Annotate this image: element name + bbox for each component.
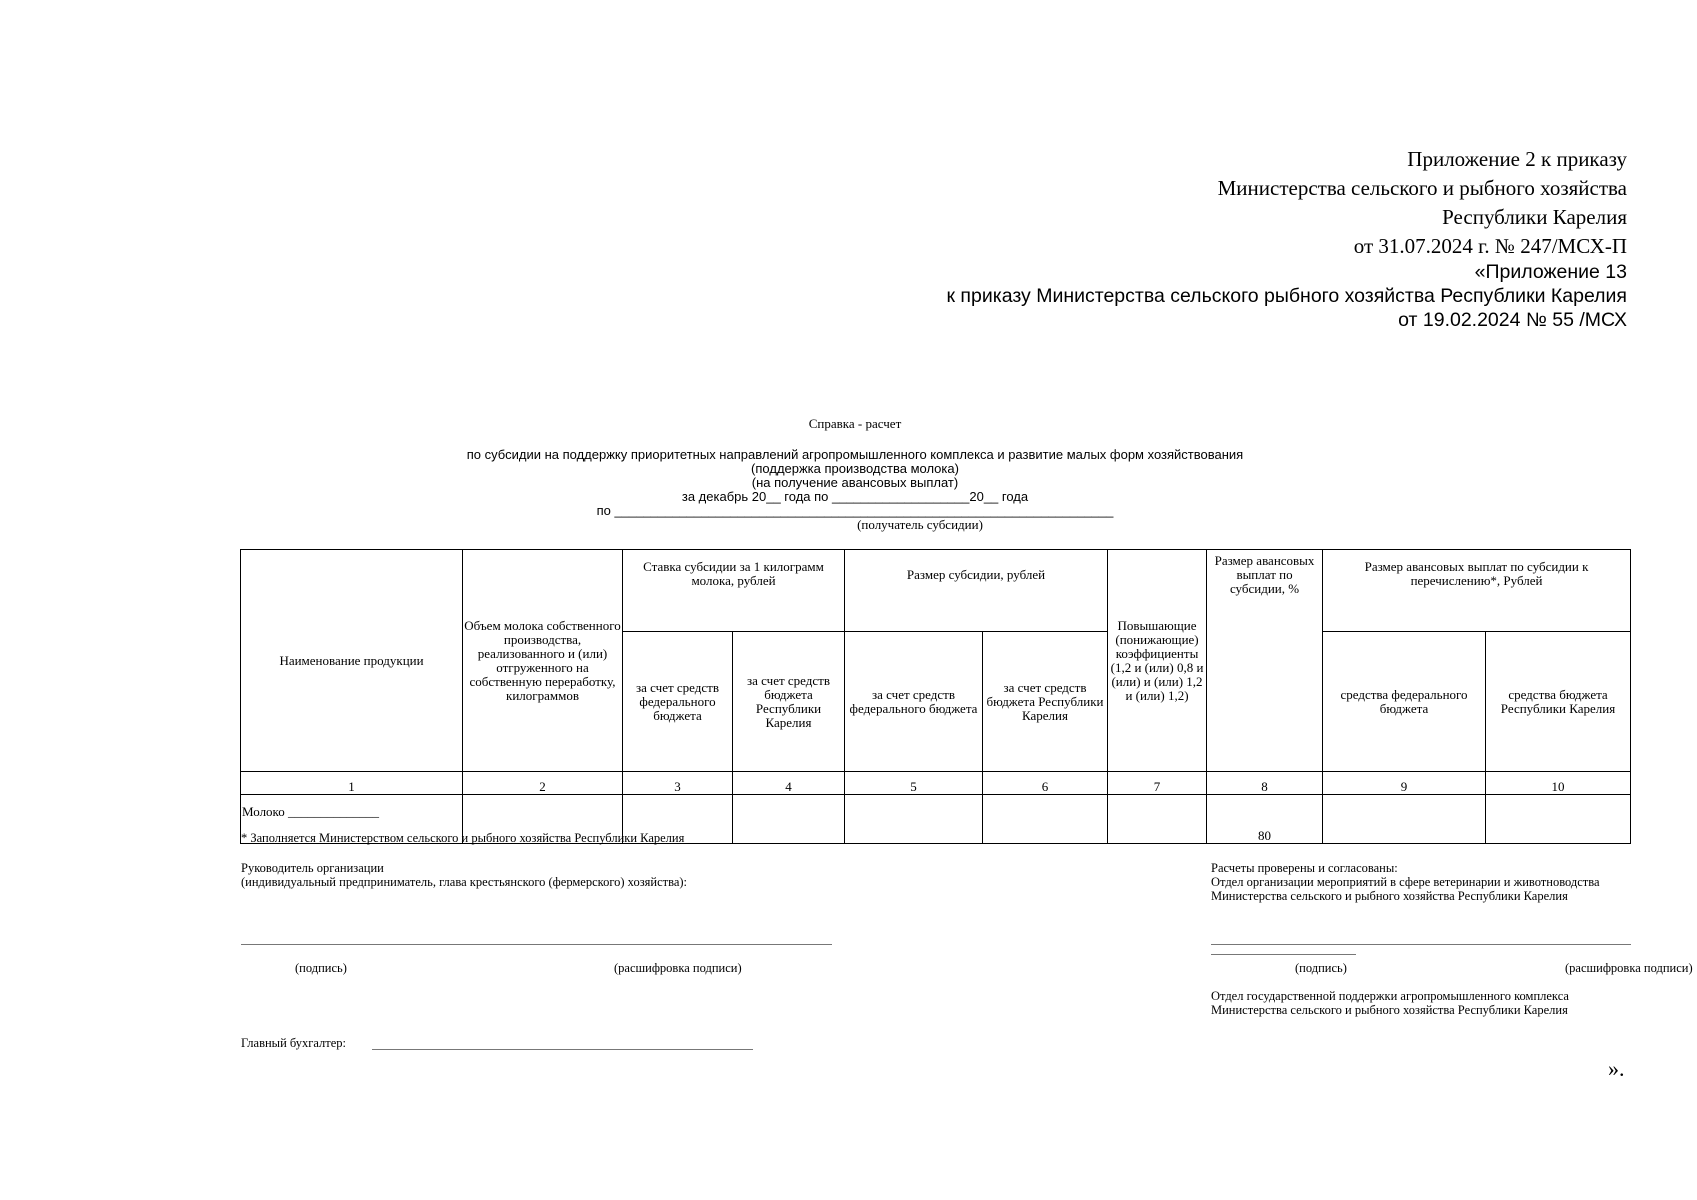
row-milk-advance-regional [1486, 795, 1631, 844]
col-number-3: 3 [623, 772, 733, 795]
advance-regional-header: средства бюджета Республики Карелия [1486, 632, 1631, 772]
row-milk-advance-pct: 80 [1207, 795, 1323, 844]
col-volume-header: Объем молока собственного производства, реализованного и (или) отгруженного на собственную переработку, килограммов [463, 550, 623, 772]
group-advance-header: Размер авансовых выплат по субсидии к перечислению*, Рублей [1323, 550, 1631, 632]
footnote: * Заполняется Министерством сельского и рыбного хозяйства Республики Карелия [241, 831, 685, 845]
head-signature-caption: (подпись) [295, 961, 347, 975]
dept1-label: Отдел организации мероприятий в сфере ветеринарии и животноводства Министерства сельского и рыбного хозяйства Республики Карелия [1211, 875, 1600, 903]
title-line-2: (поддержка производства молока) [751, 461, 959, 476]
closing-quote: ». [1608, 1056, 1625, 1081]
size-regional-header: за счет средств бюджета Республики Карелия [983, 632, 1108, 772]
title-line-3: (на получение авансовых выплат) [751, 475, 959, 490]
head-signature-line [241, 944, 832, 945]
title-line-4: за декабрь 20__ года по ___________________20__ года [681, 489, 1029, 504]
col-number-10: 10 [1486, 772, 1631, 795]
prior-line-1: «Приложение 13 [1474, 261, 1627, 283]
dept1-signature-line [1211, 944, 1631, 945]
col-number-5: 5 [845, 772, 983, 795]
dept1-signature-caption: (подпись) [1295, 961, 1347, 975]
group-rate-header: Ставка субсидии за 1 килограмм молока, рублей [623, 550, 845, 632]
dept2-label: Отдел государственной поддержки агропромышленного комплекса Министерства сельского и рыбного хозяйства Республики Карелия [1211, 989, 1569, 1017]
col-number-7: 7 [1108, 772, 1207, 795]
row-milk-coef [1108, 795, 1207, 844]
col-number-2: 2 [463, 772, 623, 795]
doc-title: Справка - расчет [808, 416, 902, 431]
title-line-5: по _____________________________________________________________________ [596, 503, 1114, 518]
advance-federal-header: средства федерального бюджета [1323, 632, 1486, 772]
rate-regional-header: за счет средств бюджета Республики Карелия [733, 632, 845, 772]
col-coef-header: Повышающие (понижающие) коэффициенты (1,2 и (или) 0,8 и (или) и (или) 1,2 и (или) 1,2) [1108, 550, 1207, 772]
col-advance-pct-header: Размер авансовых выплат по субсидии, % [1207, 550, 1323, 772]
row-milk-advance-federal [1323, 795, 1486, 844]
head-decode-caption: (расшифровка подписи) [614, 961, 742, 975]
accountant-signature-line [372, 1049, 753, 1050]
rate-federal-header: за счет средств федерального бюджета [623, 632, 733, 772]
size-federal-header: за счет средств федерального бюджета [845, 632, 983, 772]
head-label: Руководитель организации [241, 861, 384, 875]
appendix-line-1: Приложение 2 к приказу [1407, 147, 1627, 171]
row-milk-label: Молоко ______________ [241, 795, 463, 844]
prior-line-2: к приказу Министерства сельского рыбного хозяйства Республики Карелия [946, 285, 1627, 307]
appendix-line-2: Министерства сельского и рыбного хозяйства [1217, 176, 1627, 200]
checked-label: Расчеты проверены и согласованы: [1211, 861, 1398, 875]
calculation-table [240, 549, 1631, 844]
appendix-line-4: от 31.07.2024 г. № 247/МСХ-П [1353, 234, 1627, 258]
col-number-8: 8 [1207, 772, 1323, 795]
recipient-caption: (получатель субсидии) [857, 517, 983, 532]
appendix-line-3: Республики Карелия [1442, 205, 1627, 229]
head-sublabel: (индивидуальный предприниматель, глава крестьянского (фермерского) хозяйства): [241, 875, 688, 889]
col-product-header: Наименование продукции [241, 550, 463, 772]
title-line-1: по субсидии на поддержку приоритетных направлений агропромышленного комплекса и развитие малых форм хозяйствования [466, 447, 1244, 462]
dept1-decode-caption: (расшифровка подписи) [1565, 961, 1693, 975]
col-number-6: 6 [983, 772, 1108, 795]
col-number-4: 4 [733, 772, 845, 795]
col-number-1: 1 [241, 772, 463, 795]
col-number-9: 9 [1323, 772, 1486, 795]
group-size-header: Размер субсидии, рублей [845, 550, 1108, 632]
prior-line-3: от 19.02.2024 № 55 /МСХ [1398, 309, 1627, 331]
accountant-label: Главный бухгалтер: [241, 1036, 347, 1050]
dept1-signature-line-2 [1211, 954, 1356, 955]
